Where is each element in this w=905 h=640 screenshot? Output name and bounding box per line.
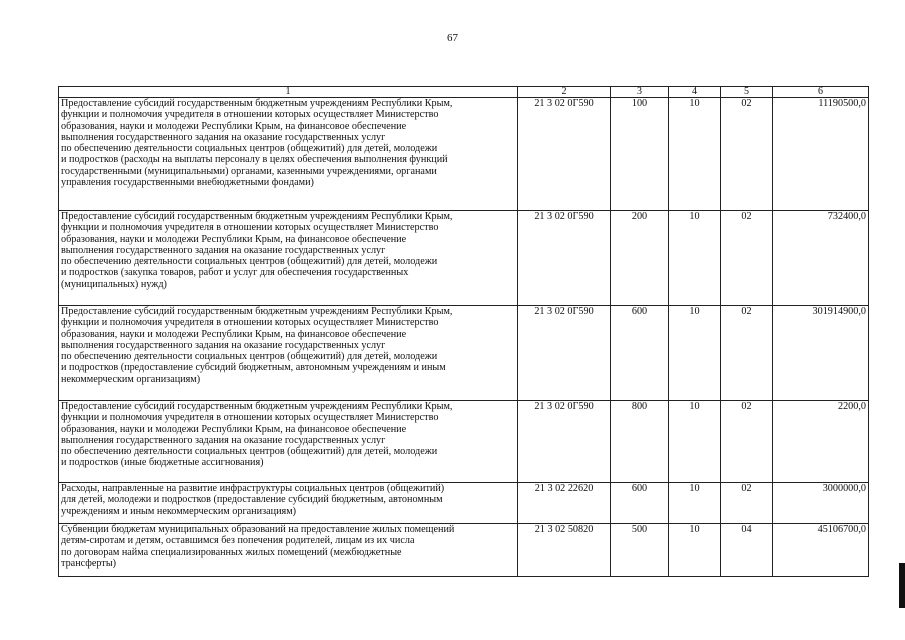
row-name-cell: Предоставление субсидий государственным бюджетным учреждениям Республики Крым, функции и полномочия учредителя в отношении которых осуществляет Министерство образования, науки и молодежи Республики Крым, на финансовое обеспечение выполнения государственного задания на оказание государственных услуг по обеспечению деятельности социальных центров (общежитий) для детей, молодежи и подростков (иные бюджетные ассигнования)	[59, 401, 518, 483]
amount-cell: 301914900,0	[773, 306, 869, 401]
subsection-code: 02	[721, 401, 773, 483]
table-row	[59, 211, 869, 306]
scan-edge-mark	[899, 563, 905, 608]
table-row	[59, 401, 869, 483]
section-code: 10	[669, 306, 721, 401]
row-name-cell: Субвенции бюджетам муниципальных образований на предоставление жилых помещений детям-сиротам и детям, оставшимся без попечения родителей, лицам из их числа по договорам найма специализированных жилых помещений (межбюджетные трансферты)	[59, 524, 518, 577]
expense-type-code: 100	[611, 98, 669, 211]
expense-type-code: 500	[611, 524, 669, 577]
column-header: 1	[59, 87, 518, 98]
target-article-code: 21 3 02 0Г590	[518, 98, 611, 211]
row-name-cell: Расходы, направленные на развитие инфраструктуры социальных центров (общежитий) для детей, молодежи и подростков (предоставление субсидий бюджетным, автономным учреждениям и иным некоммерческим организациям)	[59, 483, 518, 524]
expense-type-code: 600	[611, 483, 669, 524]
table-row	[59, 306, 869, 401]
page-number: 67	[447, 32, 458, 44]
subsection-code: 02	[721, 98, 773, 211]
table-row	[59, 483, 869, 524]
amount-cell: 732400,0	[773, 211, 869, 306]
target-article-code: 21 3 02 0Г590	[518, 401, 611, 483]
subsection-code: 02	[721, 483, 773, 524]
amount-cell: 2200,0	[773, 401, 869, 483]
section-code: 10	[669, 98, 721, 211]
target-article-code: 21 3 02 0Г590	[518, 306, 611, 401]
section-code: 10	[669, 524, 721, 577]
target-article-code: 21 3 02 50820	[518, 524, 611, 577]
amount-cell: 11190500,0	[773, 98, 869, 211]
subsection-code: 02	[721, 306, 773, 401]
row-name-cell: Предоставление субсидий государственным бюджетным учреждениям Республики Крым, функции и полномочия учредителя в отношении которых осуществляет Министерство образования, науки и молодежи Республики Крым, на финансовое обеспечение выполнения государственного задания на оказание государственных услуг по обеспечению деятельности социальных центров (общежитий) для детей, молодежи и подростков (предоставление субсидий бюджетным, автономным учреждениям и иным некоммерческим организациям)	[59, 306, 518, 401]
section-code: 10	[669, 483, 721, 524]
column-header: 3	[611, 87, 669, 98]
amount-cell: 45106700,0	[773, 524, 869, 577]
table-row	[59, 524, 869, 577]
target-article-code: 21 3 02 22620	[518, 483, 611, 524]
table-row	[59, 98, 869, 211]
expense-type-code: 200	[611, 211, 669, 306]
column-header: 2	[518, 87, 611, 98]
column-header: 5	[721, 87, 773, 98]
budget-table	[58, 86, 869, 577]
column-header: 4	[669, 87, 721, 98]
section-code: 10	[669, 211, 721, 306]
amount-cell: 3000000,0	[773, 483, 869, 524]
expense-type-code: 600	[611, 306, 669, 401]
row-name-cell: Предоставление субсидий государственным бюджетным учреждениям Республики Крым, функции и полномочия учредителя в отношении которых осуществляет Министерство образования, науки и молодежи Республики Крым, на финансовое обеспечение выполнения государственного задания на оказание государственных услуг по обеспечению деятельности социальных центров (общежитий) для детей, молодежи и подростков (закупка товаров, работ и услуг для обеспечения государственных (муниципальных) нужд)	[59, 211, 518, 306]
subsection-code: 02	[721, 211, 773, 306]
table-header-row	[59, 87, 869, 98]
row-name-cell: Предоставление субсидий государственным бюджетным учреждениям Республики Крым, функции и полномочия учредителя в отношении которых осуществляет Министерство образования, науки и молодежи Республики Крым, на финансовое обеспечение выполнения государственного задания на оказание государственных услуг по обеспечению деятельности социальных центров (общежитий) для детей, молодежи и подростков (расходы на выплаты персоналу в целях обеспечения выполнения функций государственными (муниципальными) органами, казенными учреждениями, органами управления государственными внебюджетными фондами)	[59, 98, 518, 211]
target-article-code: 21 3 02 0Г590	[518, 211, 611, 306]
subsection-code: 04	[721, 524, 773, 577]
section-code: 10	[669, 401, 721, 483]
column-header: 6	[773, 87, 869, 98]
expense-type-code: 800	[611, 401, 669, 483]
